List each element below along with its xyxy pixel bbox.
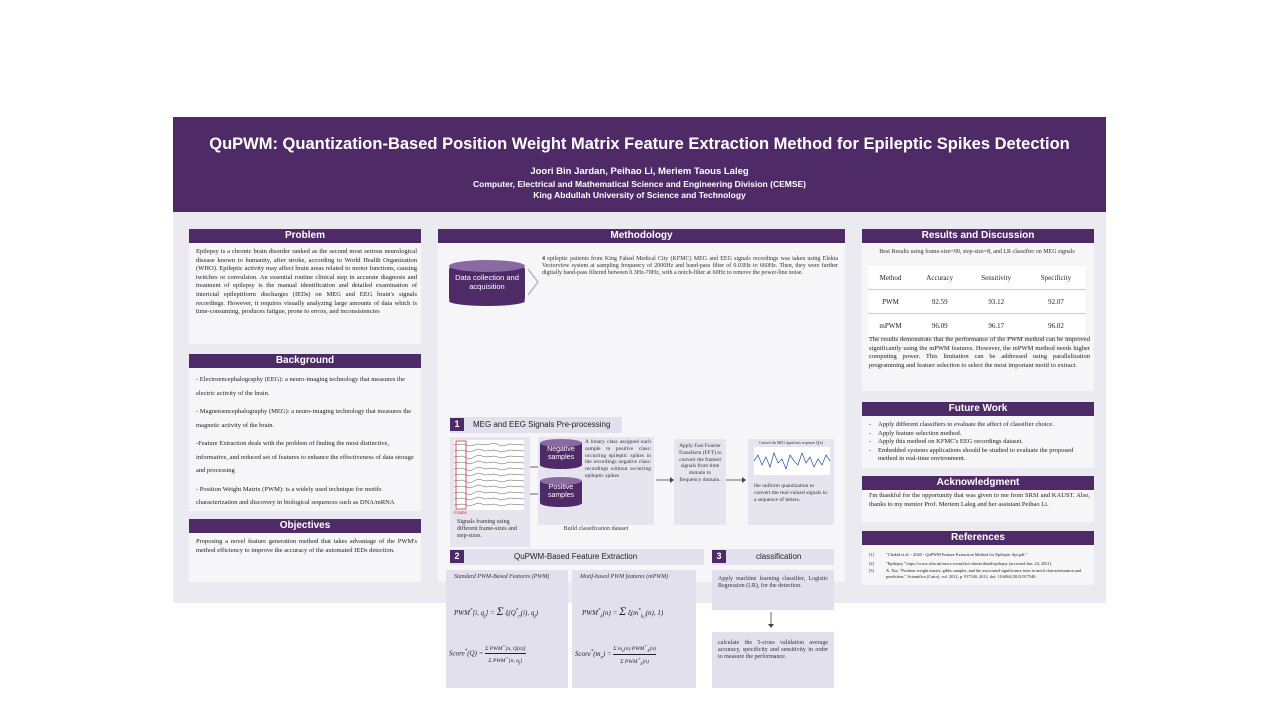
list-item: - Apply feature selection method.	[869, 429, 962, 437]
table-header-cell: Accuracy	[913, 266, 967, 290]
binary-class-text: A binary class assigned each sample to positive class: occurring epileptic spikes in the recordings negative class: recordings without occurring epileptic spikes	[585, 439, 651, 479]
references-heading: References	[862, 531, 1094, 545]
list-item: - Apply different classifiers to evaluate the affect of classifier choice.	[869, 421, 1054, 428]
background-item: - Position Weight Matrix (PWM): is a widely used technique for motifs characterization and discovery in biological sequences such as DNA/mRNA	[196, 485, 395, 507]
future-work-heading: Future Work	[862, 402, 1094, 416]
results-table	[868, 266, 1086, 338]
background-item: -Feature Extraction deals with the problem of finding the most distinctive, informative, and reduced set of features to enhance the effectiveness of data storage and processing	[196, 439, 414, 475]
pwm-motif-title: Motif-based PWM features (mPWM)	[580, 574, 669, 580]
table-header-cell: Sensitivity	[967, 266, 1026, 290]
meg-signals-plot	[454, 440, 524, 510]
pwm-standard-box	[446, 570, 568, 688]
build-dataset-caption: Build classification dataset	[563, 526, 629, 532]
chevron-right-icon	[526, 267, 540, 297]
table-row	[868, 314, 1086, 338]
pwm-score-formula: Score*(Q) = Σ PWM+[n, Q(n)] Σ PWM+[n, $q_j$]	[449, 643, 526, 665]
references-list	[869, 551, 1090, 580]
table-header-cell: Specificity	[1026, 266, 1086, 290]
step1-title: MEG and EEG Signals Pre-processing	[473, 420, 611, 429]
results-heading: Results and Discussion	[862, 229, 1094, 243]
mpwm-formula: $PWM^*_k(n) = \Sigma$ $\xi(m^*_{k,i}(n)$, 1)	[582, 604, 664, 620]
negative-samples-cylinder	[540, 439, 582, 469]
reference-item: [3] X. Xia, "Position weight matrix, gibbs sampler, and the associated significance tests in motif characterization and prediction," Scientifica (Cairo), vol. 2012, p. 917540, 2012, doi: 10.6064/2012/917540.	[869, 568, 1082, 579]
objectives-section	[189, 519, 421, 582]
poster	[173, 117, 1106, 666]
step2-number: 2	[450, 550, 464, 563]
table-header-row	[868, 266, 1086, 290]
results-table-caption: Best Results using frame-size=90, step-size=8, and LR classifier on MEG signals	[879, 249, 1075, 255]
table-cell: PWM	[868, 290, 913, 314]
step3-title: classification	[756, 552, 802, 561]
background-item: - Magnetoencephalography (MEG): a neuro-imaging technology that measures the magnetic activity of the brain.	[196, 407, 412, 429]
step3-number: 3	[712, 550, 726, 563]
future-work-section	[862, 402, 1094, 468]
table-cell: 92.59	[913, 290, 967, 314]
table-cell: 93.12	[967, 290, 1026, 314]
results-text: The results demonstrate that the performance of the PWM method can be improved significantly using the mPWM features. However, the mPWM method needs higher computing power. This limitation can be addressed using parallelization programming and feature selection to select the most important motif to extract.	[869, 336, 1090, 369]
fft-box	[674, 439, 726, 525]
acknowledgment-section	[862, 476, 1094, 522]
arrow-right-icon	[726, 477, 746, 483]
affiliation-university: King Abdullah University of Science and Technology	[533, 190, 746, 200]
cross-validation-text: calculate the 5-cross validation average accuracy, specificity and sensitivity in order to measure the performance.	[718, 640, 828, 661]
cross-validation-box	[712, 632, 834, 688]
poster-header	[173, 117, 1106, 212]
classifier-text: Apply machine learning classifier, Logistic Regression (LR), for the detection.	[718, 576, 828, 590]
quantization-text: the uniform quantization to convert the real-valued signals to a sequence of letters.	[754, 483, 828, 503]
background-item: - Electroencephalography (EEG): a neuro-imaging technology that measures the electric activity of the brain.	[196, 376, 406, 397]
classifier-box	[712, 570, 834, 610]
signals-box	[450, 437, 530, 547]
positive-samples-cylinder	[540, 477, 582, 507]
methodology-section	[438, 229, 845, 666]
data-collection-cylinder	[449, 260, 525, 306]
table-cell: 92.07	[1026, 290, 1086, 314]
background-list	[196, 373, 417, 515]
data-collection-label: Data collection and acquisition	[455, 273, 519, 291]
list-item: - Embedded systems applications should be studied to evaluate the proposed method in real-time environment.	[869, 446, 1074, 463]
methodology-heading: Methodology	[438, 229, 845, 243]
table-cell: mPWM	[868, 314, 913, 338]
background-section	[189, 354, 421, 511]
authors: Joori Bin Jardan, Peihao Li, Meriem Taous Laleg	[530, 166, 749, 177]
table-cell: 96.17	[967, 314, 1026, 338]
pwm-motif-box	[572, 570, 696, 688]
fft-text: Apply Fast Fourier Transform (FFT) to convert the framed signals from time domain to frequency domain.	[678, 443, 722, 483]
problem-text: Epilepsy is a chronic brain disorder ranked as the second most serious neurological disease known to humanity, after stroke, according to World Health Organization (WHO). Epileptic activity may affect brain areas related to motor functions, causing twitches or convulsion. An essential routine clinical step in accurate diagnosis and treatment of epilepsy is the manual identification and detailed examination of interictal epileptiform discharges (IEDs) on MEG and EEG brain's signals recordings. However, it requires visually analyzing large amounts of data which is time-consuming, produces fatigue, prone to errors, and inconsistencies	[196, 248, 417, 316]
future-work-list	[869, 421, 1090, 464]
dataset-box	[538, 437, 654, 525]
mpwm-score-formula: $Score^*(m_e)$ = Σ $m_e(n)$ $PWM^+_k(n)$ Σ $PWM^+_k(n)$	[575, 643, 656, 666]
data-description	[542, 256, 838, 278]
results-section	[862, 229, 1094, 391]
pwm-formula: PWM*[i, $q_j] = \Sigma$ $\xi(Q^*_n(i)$, $q_j$)	[454, 604, 539, 620]
arrow-right-icon	[656, 477, 674, 483]
acknowledgment-heading: Acknowledgment	[862, 476, 1094, 490]
list-item: - Apply this method on KFMC's EEG recordings dataset.	[869, 438, 1023, 446]
affiliation	[173, 179, 1106, 201]
table-row	[868, 290, 1086, 314]
arrow-down-icon	[768, 612, 774, 628]
table-cell: 96.09	[913, 314, 967, 338]
quantization-plot-title: Convert the MEG signal into sequence Q(n)	[759, 441, 823, 445]
reference-item: [1] "Chekid et al. - 2020 - QuPWM Feature Extraction Method for Epileptic Spi.pdf."	[869, 552, 1028, 557]
positive-samples-label: Positive samples	[547, 484, 575, 499]
background-heading: Background	[189, 354, 421, 368]
objectives-heading: Objectives	[189, 519, 421, 533]
objectives-text: Proposing a novel feature generation method that takes advantage of the PWM's method efficiency to improve the accuracy of the automated IEDs detection.	[196, 538, 417, 554]
table-cell: 96.02	[1026, 314, 1086, 338]
acknowledgment-text: I'm thankful for the opportunity that was given to me from SRSI and KAUST. Also, thanks to my mentor Prof. Meriem Laleg and her assistant Peihao Li.	[869, 492, 1090, 508]
quantization-box	[748, 439, 834, 525]
quantization-plot	[754, 447, 830, 475]
step2-title: QuPWM-Based Feature Extraction	[514, 552, 638, 561]
signals-caption: Signals framing using different frame-sizes and step-sizes.	[457, 519, 517, 540]
frame-label: Frame	[454, 511, 467, 516]
problem-heading: Problem	[189, 229, 421, 243]
pwm-standard-title: Standard PWM-Based Features (PWM)	[454, 574, 550, 580]
step1-number: 1	[450, 418, 464, 431]
poster-title: QuPWM: Quantization-Based Position Weight Matrix Feature Extraction Method for Epileptic Spikes Detection	[209, 135, 1070, 153]
table-header-cell: Method	[868, 266, 913, 290]
affiliation-division: Computer, Electrical and Mathematical Science and Engineering Division (CEMSE)	[473, 179, 806, 189]
patient-count: 4	[542, 256, 545, 262]
negative-samples-label: Negative samples	[547, 446, 575, 461]
references-section	[862, 531, 1094, 585]
reference-item: [2] "Epilepsy." https://www.who.int/news-room/fact-sheets/detail/epilepsy (accessed Jun. 24, 2021).	[869, 560, 1053, 566]
problem-section	[189, 229, 421, 344]
data-description-text: epileptic patients from King Fahad Medical City (KFMC) MEG and EEG signals recordings was taken using Elekta Vectorview system at sampling frequency of 2000Hz and band-pass filter of 0.03Hz to 660Hz. Then, they were further digitally band-pass filtered between 0.3Hz-70Hz, with a notch-filter at 60Hz to remove the power-line noise.	[542, 256, 838, 277]
